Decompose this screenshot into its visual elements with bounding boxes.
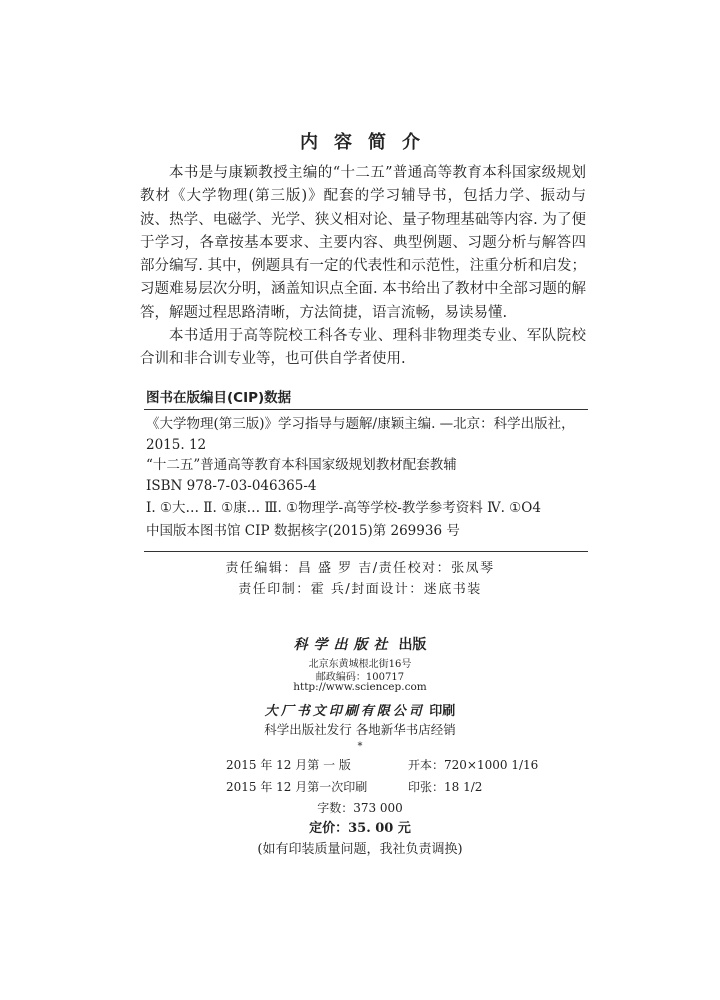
credits-editors: 责任编辑：昌 盛 罗 吉/责任校对：张凤琴 — [225, 561, 495, 576]
publisher-url: http://www.sciencep.com — [293, 681, 427, 693]
intro-body — [140, 162, 586, 372]
credits-production: 责任印制：霍 兵/封面设计：迷底书装 — [238, 582, 482, 597]
cip-line-classification: Ⅰ. ①大… Ⅱ. ①康… Ⅲ. ①物理学-高等学校-教学参考资料 Ⅳ. ①O4 — [146, 500, 541, 516]
intro-title: 内容简介 — [300, 132, 436, 153]
cip-line-title: 《大学物理(第三版)》学习指导与题解/康颖主编. —北京：科学出版社， — [146, 416, 575, 432]
sheets-info: 印张：18 1/2 — [408, 780, 483, 794]
intro-paragraph-2: 本书适用于高等院校工科各专业、理科非物理类专业、军队院校合训和非合训专业等，也可供自学者使用. — [140, 328, 586, 368]
format-info: 开本：720×1000 1/16 — [408, 758, 539, 772]
cip-line-series: “十二五”普通高等教育本科国家级规划教材配套教辅 — [146, 457, 457, 473]
publisher-line — [0, 634, 720, 654]
word-count: 字数：373 000 — [317, 801, 403, 815]
distribution-line: 科学出版社发行 各地新华书店经销 — [264, 722, 456, 737]
cip-top-rule — [144, 409, 588, 410]
cip-line-date: 2015. 12 — [146, 436, 207, 453]
printer-line — [0, 700, 720, 719]
publisher-zip: 邮政编码：100717 — [315, 672, 405, 683]
printer-suffix: 印刷 — [429, 704, 456, 719]
cip-bottom-rule — [144, 551, 588, 552]
specs-row-2 — [226, 778, 483, 795]
quality-notice: (如有印装质量问题，我社负责调换) — [257, 842, 463, 857]
price: 定价：35. 00 元 — [309, 821, 411, 836]
printing-info: 2015 年 12 月第一次印刷 — [226, 780, 368, 794]
publisher-suffix: 出版 — [398, 637, 427, 653]
publisher-address: 北京东黄城根北街16号 — [308, 659, 412, 670]
cip-block — [146, 414, 590, 541]
cip-line-record: 中国版本图书馆 CIP 数据核字(2015)第 269936 号 — [146, 522, 460, 539]
printer-logo: 大厂书文印刷有限公司 — [264, 704, 425, 719]
specs-row-1 — [226, 756, 539, 773]
cip-line-isbn: ISBN 978-7-03-046365-4 — [146, 477, 317, 494]
edition-info: 2015 年 12 月第 一 版 — [226, 758, 351, 772]
intro-paragraph-1: 本书是与康颖教授主编的“十二五”普通高等教育本科国家级规划教材《大学物理(第三版)》配套的学习辅导书，包括力学、振动与波、热学、电磁学、光学、狭义相对论、量子物理基础等内容. 为了便于学习，各章按基本要求、主要内容、典型例题、习题分析与解答四部分编写. 其中，例题具有一定的代表性和示范性，注重分析和启发；习题难易层次分明，涵盖知识点全面. 本书给出了教材中全部习题的解答，解题过程思路清晰，方法简捷，语言流畅，易读易懂. — [140, 165, 586, 321]
cip-title: 图书在版编目(CIP)数据 — [146, 390, 292, 406]
publisher-logo: 科学出版社 — [293, 637, 394, 653]
separator-star: * — [357, 741, 363, 752]
